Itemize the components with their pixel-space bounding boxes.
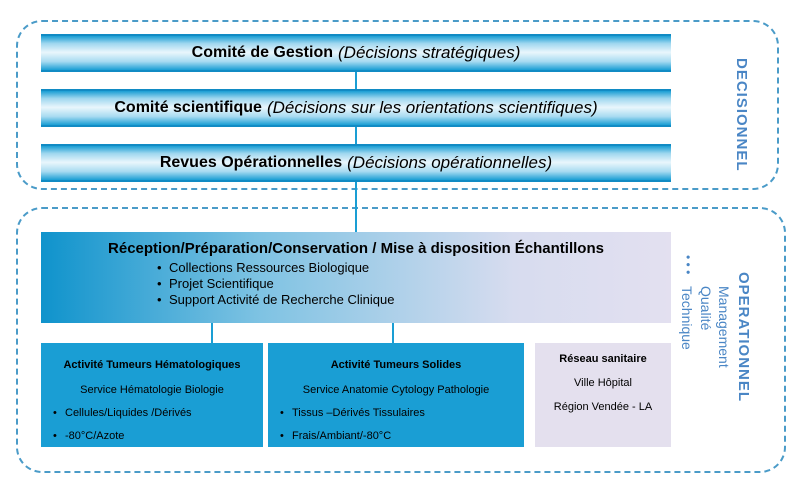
bar-subtitle: (Décisions sur les orientations scientifiques)	[266, 98, 598, 117]
reception-list	[41, 260, 671, 308]
solid-box	[268, 343, 524, 447]
connector-solid	[392, 322, 394, 344]
vertical-connector	[355, 50, 357, 233]
solid-title: Activité Tumeurs Solides	[330, 359, 462, 371]
hemato-service: Service Hématologie Biologie	[80, 384, 224, 396]
reseau-line: Ville Hôpital	[574, 377, 632, 389]
management-label: Management	[716, 286, 732, 368]
list-item: • -80°C/Azote	[41, 430, 263, 442]
list-item: • Cellules/Liquides /Dérivés	[41, 407, 263, 419]
connector-hemato	[211, 322, 213, 344]
dots-decoration: • • •	[681, 255, 695, 275]
list-item: • Tissus –Dérivés Tissulaires	[268, 407, 524, 419]
bar-comite-gestion	[41, 34, 671, 72]
bar-subtitle: (Décisions opérationnelles)	[347, 153, 553, 172]
bar-title: Comité scientifique	[114, 99, 262, 116]
bar-revues-operationnelles	[41, 144, 671, 182]
bar-subtitle: (Décisions stratégiques)	[338, 43, 521, 62]
decisionnel-label: DECISIONNEL	[733, 58, 750, 172]
reseau-box	[535, 343, 671, 447]
hemato-title: Activité Tumeurs Hématologiques	[63, 359, 241, 371]
bar-title: Revues Opérationnelles	[159, 154, 343, 171]
reseau-title: Réseau sanitaire	[559, 353, 647, 365]
reception-box	[41, 232, 671, 323]
reception-title: Réception/Préparation/Conservation / Mise à disposition Échantillons	[108, 240, 604, 257]
operationnel-label: OPERATIONNEL	[735, 272, 752, 403]
list-item: • Support Activité de Recherche Clinique	[157, 292, 671, 308]
technique-label: Technique	[679, 286, 695, 350]
bar-title: Comité de Gestion	[191, 44, 333, 61]
hemato-box	[41, 343, 263, 447]
list-item: • Projet Scientifique	[157, 276, 671, 292]
bar-comite-scientifique	[41, 89, 671, 127]
qualite-label: Qualité	[698, 286, 714, 331]
solid-service: Service Anatomie Cytology Pathologie	[302, 384, 490, 396]
list-item: • Collections Ressources Biologique	[157, 260, 671, 276]
reseau-line: Région Vendée - LA	[553, 401, 653, 413]
list-item: • Frais/Ambiant/-80°C	[268, 430, 524, 442]
